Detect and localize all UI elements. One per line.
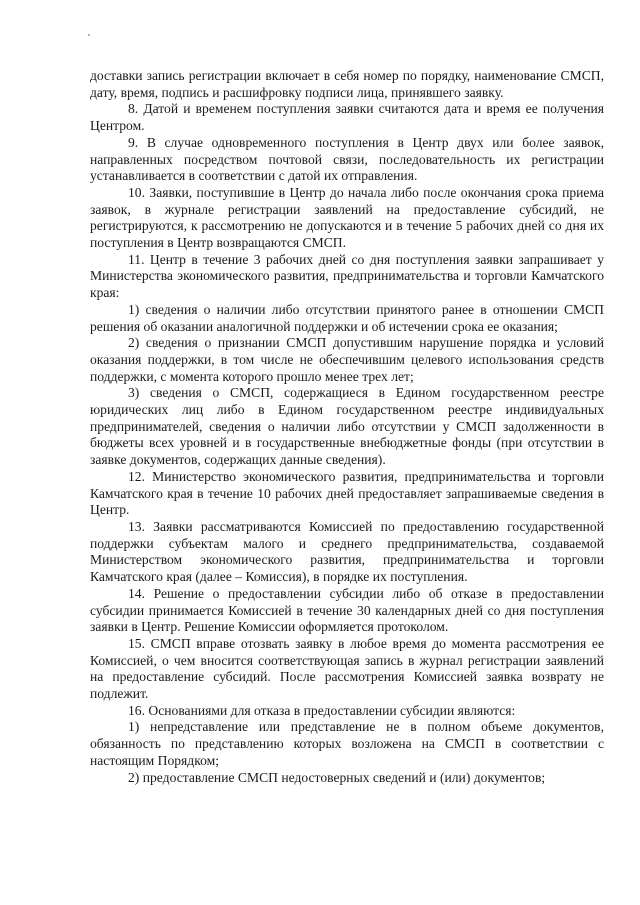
- paragraph-11-item-3: 3) сведения о СМСП, содержащиеся в Едином государственном реестре юридических лиц либо в Едином государственном реестре индивидуальных предпринимателей, сведения о наличии либо отсутствии у СМСП задолженности в бюджеты всех уровней и в государственные внебюджетные фонды (при отсутствии в заявке документов, содержащих данные сведения).: [90, 385, 604, 468]
- paragraph-16: 16. Основаниями для отказа в предоставлении субсидии являются:: [128, 702, 516, 718]
- paragraph-11-item-2: 2) сведения о признании СМСП допустившим нарушение порядка и условий оказания поддержки, в том числе не обеспечившим целевого использования средств поддержки, с момента которого прошло менее трех лет;: [90, 335, 604, 384]
- paragraph-11-item-1: 1) сведения о наличии либо отсутствии принятого ранее в отношении СМСП решения об оказании аналогичной поддержки и об истечении срока ее оказания;: [90, 301, 604, 334]
- paragraph-8: 8. Датой и временем поступления заявки считаются дата и время ее получения Центром.: [90, 101, 604, 134]
- paragraph-12: 12. Министерство экономического развития, предпринимательства и торговли Камчатского края в течение 10 рабочих дней предоставляет запрашиваемые сведения в Центр.: [90, 468, 604, 518]
- scan-artifact: [88, 34, 90, 36]
- paragraph-10: 10. Заявки, поступившие в Центр до начала либо после окончания срока приема заявок, в журнале регистрации заявлений на предоставление субсидий, не регистрируются, к рассмотрению не допускаются и в течение 5 рабочих дней со дня их поступления в Центр возвращаются СМСП.: [90, 184, 604, 251]
- paragraph-continuation: доставки запись регистрации включает в себя номер по порядку, наименование СМСП, дату, время, подпись и расшифровку подписи лица, принявшего заявку.: [90, 68, 604, 100]
- paragraph-11: 11. Центр в течение 3 рабочих дней со дня поступления заявки запрашивает у Министерства экономического развития, предпринимательства и торговли Камчатского края:: [90, 251, 604, 301]
- paragraph-13: 13. Заявки рассматриваются Комиссией по предоставлению государственной поддержки субъектам малого и среднего предпринимательства, создаваемой Министерством экономического развития, предпринимательства и торговли Камчатского края (далее – Комиссия), в порядке их поступления.: [90, 518, 604, 585]
- paragraph-15: 15. СМСП вправе отозвать заявку в любое время до момента рассмотрения ее Комиссией, о чем вносится соответствующая запись в журнал регистрации заявлений на предоставление субсидий. После рассмотрения Комиссией заявка возврату не подлежит.: [90, 635, 604, 702]
- paragraph-16-item-1: 1) непредставление или представление не в полном объеме документов, обязанность по представлению которых возложена на СМСП в соответствии с настоящим Порядком;: [90, 719, 604, 768]
- document-body: [90, 68, 604, 786]
- paragraph-16-item-2: 2) предоставление СМСП недостоверных сведений и (или) документов;: [128, 769, 546, 785]
- paragraph-14: 14. Решение о предоставлении субсидии либо об отказе в предоставлении субсидии принимается Комиссией в течение 30 календарных дней со дня поступления заявки в Центр. Решение Комиссии оформляется протоколом.: [90, 585, 604, 635]
- paragraph-9: 9. В случае одновременного поступления в Центр двух или более заявок, направленных посредством почтовой связи, последовательность их регистрации устанавливается в соответствии с датой их отправления.: [90, 134, 604, 184]
